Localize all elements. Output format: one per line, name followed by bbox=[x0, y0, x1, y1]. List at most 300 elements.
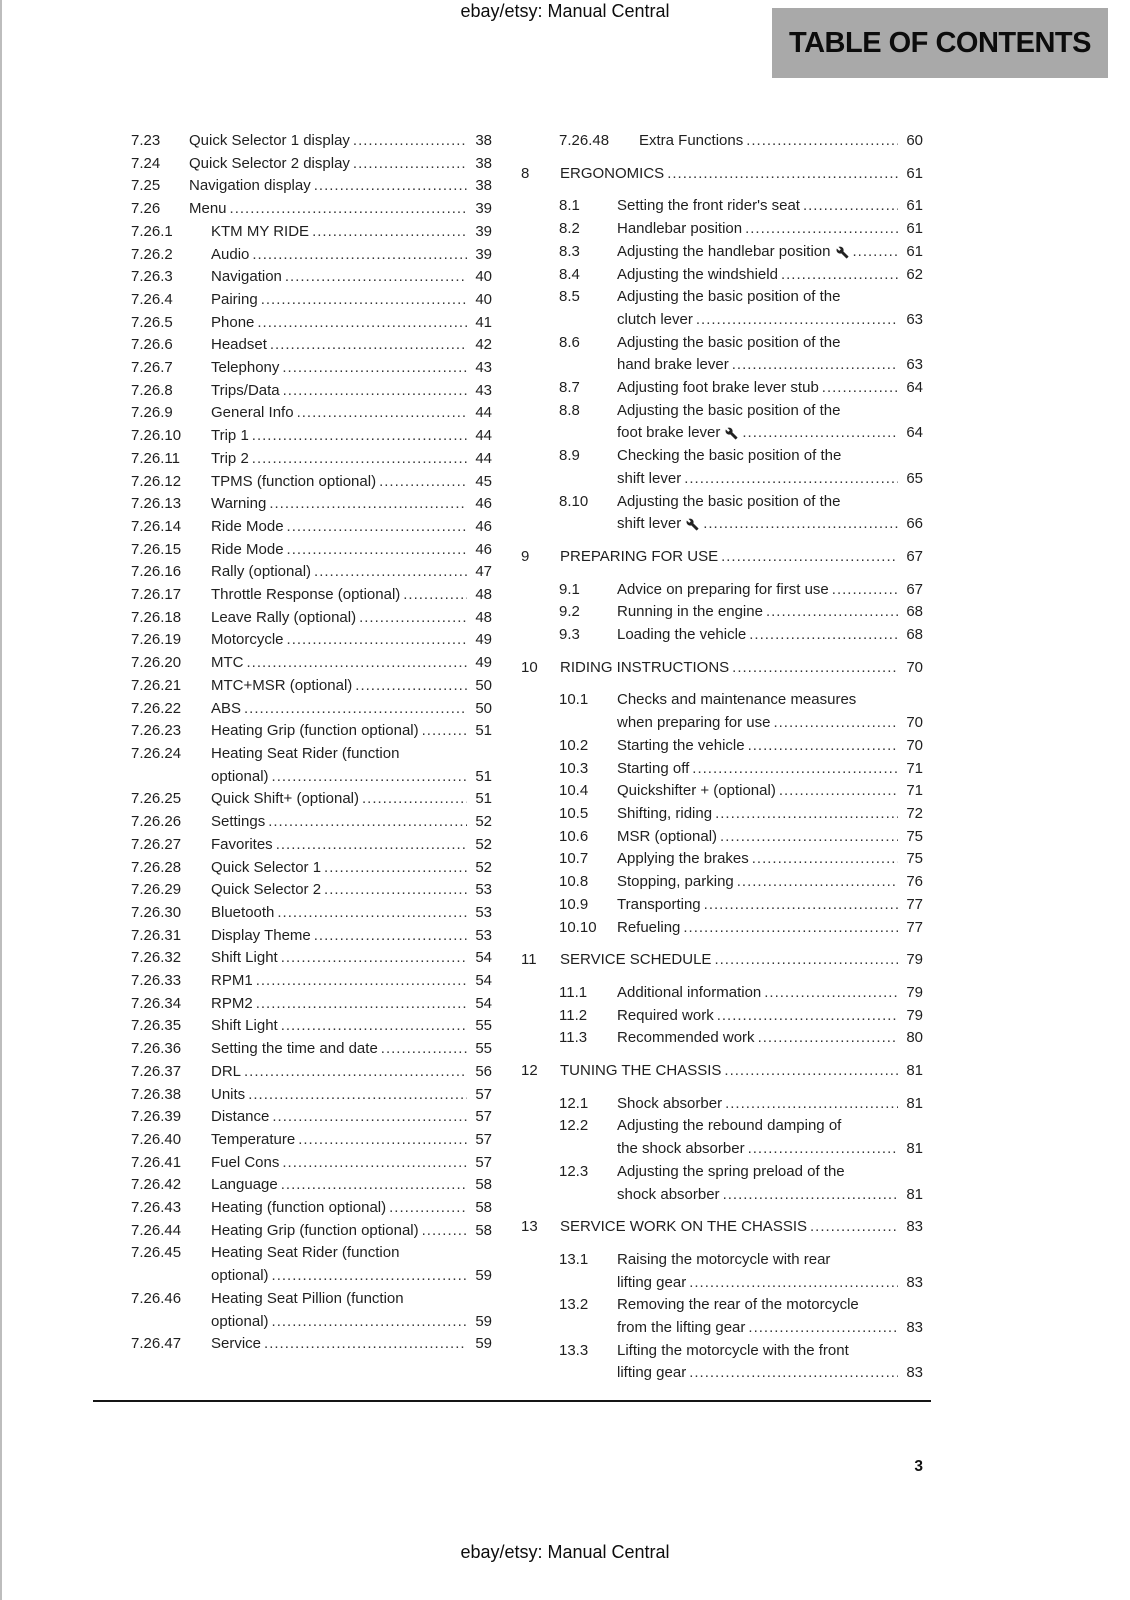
toc-entry-page: 61 bbox=[906, 164, 923, 182]
toc-entry-line bbox=[617, 468, 923, 491]
toc-entry-body bbox=[617, 1115, 923, 1160]
toc-entry-line bbox=[211, 425, 492, 448]
toc-entry-page: 45 bbox=[475, 472, 492, 490]
dot-leader bbox=[766, 601, 898, 624]
toc-entry-line bbox=[211, 1311, 492, 1334]
toc-entry bbox=[93, 993, 492, 1016]
toc-entry-number: 8.5 bbox=[559, 288, 580, 306]
toc-entry-page: 56 bbox=[475, 1062, 492, 1080]
toc-entry-body bbox=[211, 857, 492, 880]
toc-entry-body bbox=[211, 1084, 492, 1107]
toc-entry-title: Adjusting the handlebar position bbox=[617, 242, 831, 260]
toc-entry-number: 13 bbox=[521, 1218, 538, 1236]
toc-entry-line bbox=[211, 766, 492, 789]
toc-entry-title: Lifting the motorcycle with the front bbox=[617, 1341, 849, 1359]
toc-entry-title: Quick Selector 1 display bbox=[189, 132, 350, 149]
dot-leader bbox=[822, 377, 898, 400]
toc-entry-title: Setting the time and date bbox=[211, 1040, 378, 1058]
toc-entry-title: optional) bbox=[211, 1312, 269, 1330]
toc-entry-line bbox=[211, 925, 492, 948]
toc-entry bbox=[521, 601, 923, 624]
toc-entry-body bbox=[211, 244, 492, 267]
toc-entry-line bbox=[617, 377, 923, 400]
toc-entry-line bbox=[617, 422, 923, 445]
toc-entry bbox=[93, 675, 492, 698]
toc-entry-body bbox=[211, 1152, 492, 1175]
toc-entry-page: 61 bbox=[906, 242, 923, 260]
toc-entry-line bbox=[617, 1005, 923, 1028]
toc-entry-page: 53 bbox=[475, 903, 492, 921]
dot-leader bbox=[684, 468, 898, 491]
toc-entry-line bbox=[211, 312, 492, 335]
toc-entry bbox=[93, 1174, 492, 1197]
toc-entry-line bbox=[617, 264, 923, 287]
toc-entry-line bbox=[211, 493, 492, 516]
dot-leader bbox=[285, 266, 467, 289]
toc-entry-number: 7.26.18 bbox=[131, 608, 182, 626]
toc-entry-number: 7.26.16 bbox=[131, 563, 182, 581]
toc-entry-title: optional) bbox=[211, 767, 269, 785]
toc-entry bbox=[521, 826, 923, 849]
toc-entry-body bbox=[211, 834, 492, 857]
toc-entry-page: 52 bbox=[475, 813, 492, 831]
toc-entry-title: DRL bbox=[211, 1062, 242, 1080]
toc-entry-number: 7.26.38 bbox=[131, 1085, 182, 1103]
toc-entry-body bbox=[211, 516, 492, 539]
toc-entry-page: 40 bbox=[475, 268, 492, 286]
dot-leader bbox=[737, 871, 898, 894]
toc-entry-body bbox=[617, 241, 923, 264]
toc-entry-body bbox=[617, 286, 923, 331]
dot-leader bbox=[270, 334, 467, 357]
dot-leader bbox=[287, 516, 467, 539]
toc-entry-title: Quick Shift+ (optional) bbox=[211, 790, 359, 808]
toc-entry-line bbox=[211, 970, 492, 993]
toc-entry-page: 58 bbox=[475, 1176, 492, 1194]
toc-entry-body bbox=[211, 1015, 492, 1038]
toc-entry-line bbox=[617, 1138, 923, 1161]
dot-leader bbox=[723, 1184, 898, 1207]
toc-entry-page: 81 bbox=[906, 1140, 923, 1158]
toc-entry-line bbox=[617, 1115, 923, 1138]
toc-entry-line bbox=[211, 584, 492, 607]
toc-entry-page: 83 bbox=[906, 1319, 923, 1337]
toc-entry-body bbox=[189, 198, 492, 221]
toc-entry-line bbox=[189, 130, 492, 153]
dot-leader bbox=[272, 1106, 467, 1129]
toc-entry-title: Quick Selector 2 bbox=[211, 881, 322, 899]
toc-entry-title: Adjusting the rebound damping of bbox=[617, 1117, 842, 1135]
dot-leader bbox=[353, 130, 467, 153]
toc-entry-body bbox=[617, 1027, 923, 1050]
toc-entry-number: 8.2 bbox=[559, 220, 580, 238]
toc-entry-line bbox=[617, 579, 923, 602]
dot-leader bbox=[287, 539, 467, 562]
dot-leader bbox=[276, 834, 467, 857]
toc-entry bbox=[93, 925, 492, 948]
dot-leader bbox=[832, 579, 898, 602]
toc-entry-line bbox=[211, 1084, 492, 1107]
toc-entry-body bbox=[617, 218, 923, 241]
toc-entry-line bbox=[211, 561, 492, 584]
dot-leader bbox=[748, 1138, 898, 1161]
toc-entry bbox=[93, 629, 492, 652]
toc-entry-line bbox=[617, 1317, 923, 1340]
toc-entry-number: 7.26.30 bbox=[131, 903, 182, 921]
toc-entry-title: Refueling bbox=[617, 918, 681, 936]
toc-entry-number: 11 bbox=[521, 951, 537, 969]
toc-entry-number: 8.1 bbox=[559, 197, 580, 215]
toc-entry-number: 8 bbox=[521, 164, 530, 182]
toc-entry-title: Shifting, riding bbox=[617, 804, 713, 822]
toc-entry-number: 9 bbox=[521, 547, 530, 565]
toc-entry-page: 39 bbox=[475, 245, 492, 263]
toc-entry bbox=[93, 1061, 492, 1084]
toc-entry-number: 10.6 bbox=[559, 827, 589, 845]
toc-entry-number: 7.26.34 bbox=[131, 994, 182, 1012]
toc-entry-page: 51 bbox=[475, 790, 492, 808]
toc-entry-number: 7.26.19 bbox=[131, 631, 182, 649]
toc-entry bbox=[93, 834, 492, 857]
toc-entry-line bbox=[617, 309, 923, 332]
toc-entry-title: Heating Seat Pillion (function bbox=[211, 1289, 404, 1307]
toc-entry-body bbox=[617, 1093, 923, 1116]
dot-leader bbox=[725, 1093, 898, 1116]
toc-entry-page: 67 bbox=[906, 547, 923, 565]
toc-entry-number: 7.26.27 bbox=[131, 835, 182, 853]
toc-entry bbox=[521, 735, 923, 758]
toc-entry-number: 11.2 bbox=[559, 1006, 588, 1024]
toc-entry-page: 46 bbox=[475, 540, 492, 558]
toc-entry-page: 55 bbox=[475, 1017, 492, 1035]
toc-entry-body bbox=[211, 402, 492, 425]
toc-entry-line bbox=[617, 871, 923, 894]
toc-entry-number: 9.1 bbox=[559, 580, 580, 598]
toc-entry-title: Quick Selector 1 bbox=[211, 858, 322, 876]
toc-entry-line bbox=[617, 241, 923, 264]
toc-entry bbox=[93, 788, 492, 811]
toc-entry-line bbox=[211, 221, 492, 244]
toc-entry bbox=[93, 743, 492, 788]
toc-entry-page: 64 bbox=[906, 424, 923, 442]
toc-entry-page: 39 bbox=[475, 200, 492, 218]
toc-entry-number: 9.3 bbox=[559, 626, 580, 644]
toc-entry-body bbox=[617, 871, 923, 894]
toc-entry-title: Adjusting foot brake lever stub bbox=[617, 379, 819, 397]
toc-entry-title: Warning bbox=[211, 495, 267, 513]
toc-entry-body bbox=[211, 607, 492, 630]
toc-entry bbox=[93, 471, 492, 494]
toc-entry-page: 71 bbox=[906, 782, 923, 800]
toc-entry-title: Headset bbox=[211, 336, 267, 354]
toc-entry-title: Starting the vehicle bbox=[617, 736, 745, 754]
wrench-icon bbox=[725, 427, 738, 440]
wrench-icon bbox=[686, 518, 699, 531]
toc-entry-title: MTC bbox=[211, 654, 244, 672]
toc-entry bbox=[93, 244, 492, 267]
toc-entry-title: Settings bbox=[211, 813, 266, 831]
toc-entry-page: 61 bbox=[906, 220, 923, 238]
toc-entry-body bbox=[211, 1288, 492, 1333]
toc-entry-number: 8.3 bbox=[559, 242, 580, 260]
dot-leader bbox=[773, 712, 898, 735]
dot-leader bbox=[714, 949, 898, 972]
toc-chapter-title: SERVICE WORK ON THE CHASSIS bbox=[560, 1218, 807, 1236]
toc-entry-body bbox=[211, 902, 492, 925]
dot-leader bbox=[314, 925, 467, 948]
toc-entry-number: 7.26.35 bbox=[131, 1017, 182, 1035]
toc-entry-number: 7.26.15 bbox=[131, 540, 182, 558]
toc-entry-number: 7.26.10 bbox=[131, 427, 182, 445]
dot-leader bbox=[283, 380, 467, 403]
toc-entry bbox=[93, 1288, 492, 1333]
toc-entry-line bbox=[617, 1161, 923, 1184]
toc-entry bbox=[521, 780, 923, 803]
dot-leader bbox=[683, 917, 898, 940]
dot-leader bbox=[248, 1084, 467, 1107]
toc-entry-body bbox=[211, 743, 492, 788]
toc-entry-number: 7.26.22 bbox=[131, 699, 182, 717]
toc-entry-page: 62 bbox=[906, 265, 923, 283]
toc-entry bbox=[93, 1197, 492, 1220]
toc-entry-page: 39 bbox=[475, 222, 492, 240]
toc-entry-body bbox=[639, 130, 923, 153]
dot-leader bbox=[264, 1333, 467, 1356]
toc-entry-title: Heating Seat Rider (function bbox=[211, 744, 400, 762]
toc-entry bbox=[93, 493, 492, 516]
toc-entry-title: Menu bbox=[189, 200, 227, 218]
toc-entry bbox=[521, 1161, 923, 1206]
toc-entry-number: 7.26.28 bbox=[131, 858, 182, 876]
toc-entry-title: Required work bbox=[617, 1006, 714, 1024]
toc-entry-page: 60 bbox=[906, 132, 923, 149]
toc-entry-line bbox=[617, 195, 923, 218]
toc-entry-number: 13.1 bbox=[559, 1250, 589, 1268]
toc-entry-body bbox=[211, 925, 492, 948]
toc-entry-line bbox=[211, 380, 492, 403]
toc-content bbox=[93, 130, 924, 1385]
dot-leader bbox=[244, 698, 467, 721]
toc-entry-line bbox=[211, 1333, 492, 1356]
toc-entry-number: 7.26.21 bbox=[131, 676, 182, 694]
toc-entry-line bbox=[617, 780, 923, 803]
toc-entry-line bbox=[617, 982, 923, 1005]
toc-entry-body bbox=[617, 400, 923, 445]
toc-entry-page: 38 bbox=[475, 132, 492, 149]
toc-entry-page: 75 bbox=[906, 827, 923, 845]
toc-entry-line bbox=[211, 1061, 492, 1084]
toc-entry-title: Service bbox=[211, 1335, 262, 1353]
toc-entry-number: 7.26.36 bbox=[131, 1040, 182, 1058]
toc-entry-body bbox=[211, 221, 492, 244]
toc-entry bbox=[93, 539, 492, 562]
toc-entry-title: lifting gear bbox=[617, 1273, 687, 1291]
toc-entry bbox=[93, 357, 492, 380]
toc-entry bbox=[93, 516, 492, 539]
toc-entry-title: Throttle Response (optional) bbox=[211, 586, 401, 604]
toc-entry-body bbox=[189, 153, 492, 176]
toc-entry-title: Shock absorber bbox=[617, 1094, 723, 1112]
toc-entry-title: Phone bbox=[211, 313, 255, 331]
toc-entry-page: 68 bbox=[906, 603, 923, 621]
toc-entry bbox=[93, 334, 492, 357]
toc-entry-title: Starting off bbox=[617, 759, 690, 777]
toc-entry-line bbox=[211, 448, 492, 471]
toc-entry-page: 83 bbox=[906, 1364, 923, 1382]
toc-entry-line bbox=[560, 163, 923, 186]
toc-entry-number: 7.26.43 bbox=[131, 1199, 182, 1217]
toc-entry-line bbox=[617, 1362, 923, 1385]
toc-entry bbox=[93, 380, 492, 403]
toc-entry-line bbox=[617, 735, 923, 758]
bottom-watermark: ebay/etsy: Manual Central bbox=[460, 1542, 670, 1562]
toc-entry-line bbox=[617, 1340, 923, 1363]
toc-entry bbox=[93, 947, 492, 970]
toc-entry-page: 50 bbox=[475, 699, 492, 717]
toc-entry-title: Favorites bbox=[211, 835, 273, 853]
toc-entry-title: RPM1 bbox=[211, 972, 253, 990]
toc-entry-page: 80 bbox=[906, 1029, 923, 1047]
toc-entry-body bbox=[617, 601, 923, 624]
toc-entry-line bbox=[211, 1152, 492, 1175]
toc-entry-line bbox=[211, 1265, 492, 1288]
toc-entry-title: Adjusting the basic position of the bbox=[617, 492, 841, 510]
toc-entry-page: 49 bbox=[475, 654, 492, 672]
toc-entry-title: Raising the motorcycle with rear bbox=[617, 1250, 831, 1268]
toc-entry-body bbox=[189, 175, 492, 198]
toc-entry-body bbox=[211, 289, 492, 312]
toc-entry-number: 8.6 bbox=[559, 333, 580, 351]
toc-entry-line bbox=[617, 712, 923, 735]
toc-entry-number: 10.9 bbox=[559, 895, 589, 913]
toc-entry-line bbox=[211, 266, 492, 289]
toc-entry-page: 81 bbox=[906, 1062, 923, 1080]
toc-entry-number: 10.8 bbox=[559, 873, 589, 891]
dot-leader bbox=[724, 1060, 898, 1083]
toc-entry-body bbox=[211, 448, 492, 471]
toc-entry-body bbox=[211, 879, 492, 902]
toc-entry-title: Additional information bbox=[617, 983, 762, 1001]
toc-entry-title: when preparing for use bbox=[617, 714, 771, 732]
toc-chapter-title: ERGONOMICS bbox=[560, 164, 665, 182]
toc-entry-page: 70 bbox=[906, 658, 923, 676]
toc-entry-page: 53 bbox=[475, 881, 492, 899]
dot-leader bbox=[720, 826, 898, 849]
toc-entry-page: 38 bbox=[475, 154, 492, 172]
dot-leader bbox=[256, 970, 467, 993]
dot-leader bbox=[752, 848, 898, 871]
toc-entry-body bbox=[617, 826, 923, 849]
toc-entry-page: 48 bbox=[475, 608, 492, 626]
toc-entry-number: 7.26.48 bbox=[559, 132, 610, 149]
toc-entry-page: 40 bbox=[475, 290, 492, 308]
dot-leader bbox=[717, 1005, 898, 1028]
toc-entry-number: 7.23 bbox=[131, 132, 161, 149]
toc-entry-title: shift lever bbox=[617, 469, 682, 487]
toc-entry bbox=[521, 1005, 923, 1028]
toc-entry-page: 51 bbox=[475, 722, 492, 740]
toc-entry-body bbox=[560, 1216, 923, 1239]
dot-leader bbox=[810, 1216, 898, 1239]
toc-entry-body bbox=[617, 758, 923, 781]
toc-entry-title: Temperature bbox=[211, 1130, 296, 1148]
dot-leader bbox=[272, 1311, 467, 1334]
toc-entry-number: 10 bbox=[521, 658, 538, 676]
toc-entry bbox=[93, 425, 492, 448]
toc-entry-page: 81 bbox=[906, 1185, 923, 1203]
toc-entry-body bbox=[560, 163, 923, 186]
dot-leader bbox=[312, 221, 467, 244]
toc-entry-number: 7.26.12 bbox=[131, 472, 182, 490]
toc-entry-title: Rally (optional) bbox=[211, 563, 312, 581]
dot-leader bbox=[692, 758, 898, 781]
toc-entry-title: Checking the basic position of the bbox=[617, 447, 842, 465]
toc-entry-number: 7.26.40 bbox=[131, 1130, 182, 1148]
toc-entry-line bbox=[617, 689, 923, 712]
toc-entry-number: 9.2 bbox=[559, 603, 580, 621]
toc-entry-number: 7.26.20 bbox=[131, 654, 182, 672]
toc-entry-line bbox=[211, 788, 492, 811]
toc-entry-body bbox=[560, 949, 923, 972]
toc-entry-number: 7.26.42 bbox=[131, 1176, 182, 1194]
dot-leader bbox=[732, 354, 898, 377]
toc-entry-line bbox=[617, 218, 923, 241]
dot-leader bbox=[689, 1272, 898, 1295]
toc-entry-line bbox=[211, 743, 492, 766]
toc-entry-title: Loading the vehicle bbox=[617, 626, 747, 644]
toc-entry-line bbox=[617, 332, 923, 355]
toc-entry-number: 12.1 bbox=[559, 1094, 589, 1112]
toc-entry-page: 51 bbox=[475, 767, 492, 785]
toc-entry bbox=[521, 400, 923, 445]
toc-entry-title: Adjusting the basic position of the bbox=[617, 288, 841, 306]
toc-entry-page: 76 bbox=[906, 873, 923, 891]
toc-entry-title: Removing the rear of the motorcycle bbox=[617, 1296, 859, 1314]
toc-entry-title: shock absorber bbox=[617, 1185, 720, 1203]
toc-entry-title: Trip 1 bbox=[211, 427, 249, 445]
toc-entry bbox=[521, 917, 923, 940]
toc-entry-line bbox=[617, 624, 923, 647]
toc-entry-number: 7.26 bbox=[131, 200, 161, 218]
toc-entry bbox=[521, 445, 923, 490]
toc-entry-page: 57 bbox=[475, 1153, 492, 1171]
toc-entry-body bbox=[617, 264, 923, 287]
toc-entry-title: Fuel Cons bbox=[211, 1153, 280, 1171]
toc-entry-body bbox=[617, 1161, 923, 1206]
toc-entry-line bbox=[211, 357, 492, 380]
dot-leader bbox=[721, 546, 898, 569]
toc-entry-number: 7.26.39 bbox=[131, 1108, 182, 1126]
toc-entry-title: Running in the engine bbox=[617, 603, 763, 621]
toc-entry-number: 7.26.14 bbox=[131, 517, 182, 535]
toc-entry-page: 49 bbox=[475, 631, 492, 649]
dot-leader bbox=[355, 675, 467, 698]
dot-leader bbox=[244, 1061, 467, 1084]
toc-entry-title: Leave Rally (optional) bbox=[211, 608, 357, 626]
toc-entry bbox=[521, 982, 923, 1005]
dot-leader bbox=[422, 720, 467, 743]
toc-entry-page: 48 bbox=[475, 586, 492, 604]
toc-entry-title: KTM MY RIDE bbox=[211, 222, 310, 240]
toc-entry-title: from the lifting gear bbox=[617, 1319, 746, 1337]
dot-leader bbox=[748, 735, 898, 758]
toc-entry-body bbox=[211, 266, 492, 289]
toc-entry-title: Bluetooth bbox=[211, 903, 275, 921]
toc-entry-title: ABS bbox=[211, 699, 242, 717]
toc-entry bbox=[93, 130, 492, 153]
footer-divider bbox=[93, 1400, 931, 1402]
toc-entry-line bbox=[560, 1060, 923, 1083]
